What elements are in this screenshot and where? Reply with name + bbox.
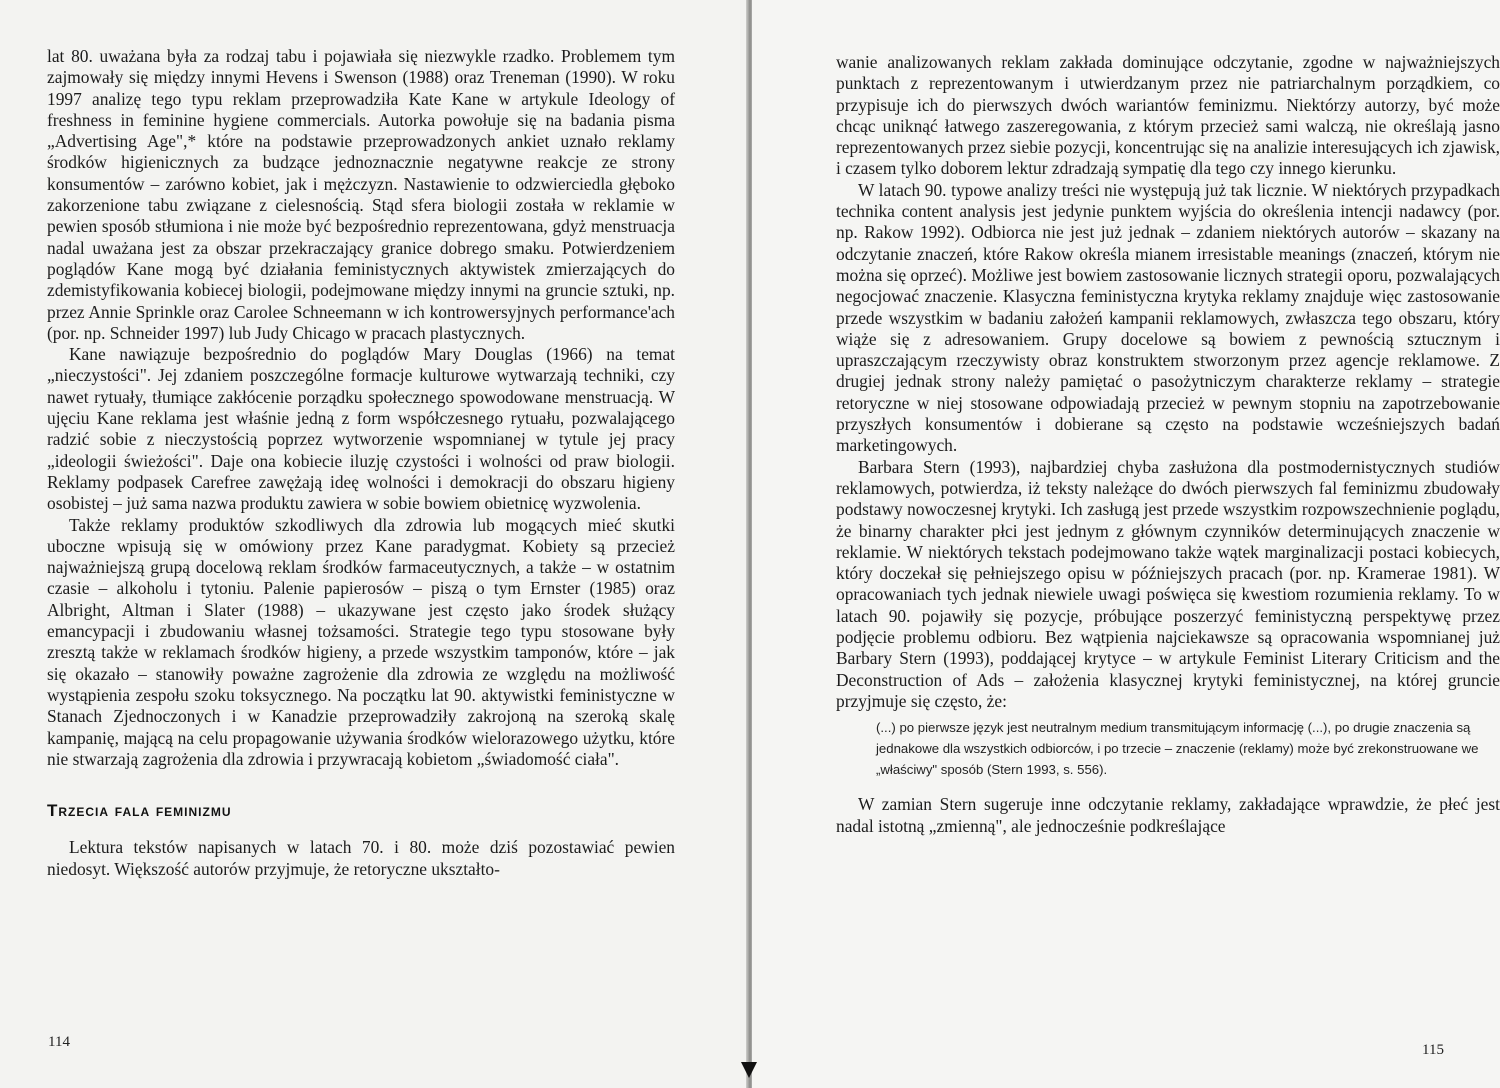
paragraph: wanie analizowanych reklam zakłada dominujące odczytanie, zgodne w najważniejszych punktach z reprezentowanym i utwierdzanym przez nie patriarchalnym porządkiem, co przypisuje ich do pierwszych dwóch wariantów feminizmu. Niektórzy autorzy, być może chcąc uniknąć łatwego zaszeregowania, z którym przecież sami walczą, nie określają jasno reprezentowanych przez siebie pozycji, koncentrując się na analizie interesujących ich zjawisk, i czasem tylko doborem lektur zdradzają sympatię dla tego czy innego kierunku. [836,52,1500,179]
bookmark-marker [741,1062,757,1078]
page-number: 114 [48,1034,70,1050]
paragraph: W zamian Stern sugeruje inne odczytanie reklamy, zakładające wprawdzie, że płeć jest nadal istotną „zmienną", ale jednocześnie podkreślające [836,794,1500,836]
left-page [0,0,748,1088]
page-number: 115 [1422,1042,1444,1058]
section-heading: Trzecia fala feminizmu [47,801,232,821]
paragraph: lat 80. uważana była za rodzaj tabu i pojawiała się niezwykle rzadko. Problemem tym zajmowały się między innymi Hevens i Swenson (1988) oraz Treneman (1990). W roku 1997 analizę tego typu reklam przeprowadziła Kate Kane w artykule Ideology of freshness in feminine hygiene commercials. Autorka powołuje się na badania pisma „Advertising Age",* które na podstawie przeprowadzonych ankiet uznało reklamy środków higienicznych za budzące jednoznacznie negatywne reakcje ze strony konsumentów – zarówno kobiet, jak i mężczyzn. Nastawienie to odzwierciedla głęboko zakorzenione tabu związane z cielesnością. Stąd sfera biologii została w reklamie w pewien sposób stłumiona i nie może być bezpośrednio reprezentowana, gdyż menstruacja nadal uważana jest za obszar przekraczający granice dobrego smaku. Potwierdzeniem poglądów Kane mogą być działania feministycznych aktywistek zmierzających do zdemistyfikowania kobiecej biologii, podejmowane między innymi na gruncie sztuki, np. przez Annie Sprinkle oraz Carolee Schneemann w ich kontrowersyjnych performance'ach (por. np. Schneider 1997) lub Judy Chicago w pracach plastycznych. [47,46,675,343]
paragraph: W latach 90. typowe analizy treści nie występują już tak licznie. W niektórych przypadkach technika content analysis jest jedynie punktem wyjścia do określenia intencji nadawcy (por. np. Rakow 1992). Odbiorca nie jest już jednak – zdaniem niektórych autorów – skazany na odczytanie znaczeń, które Rakow określa mianem irresistable meanings (znaczeń, którym nie można się oprzeć). Możliwe jest bowiem zastosowanie licznych strategii oporu, pozwalających negocjować znaczenie. Klasyczna feministyczna krytyka reklamy znajduje więc zastosowanie przede wszystkim w badaniu założeń kampanii reklamowych, zwłaszcza tego obszaru, który wiąże się z adresowaniem. Grupy docelowe są bowiem z pewnością sztucznym i upraszczającym rzeczywisty obraz konstruktem stworzonym przez agencje reklamowe. Z drugiej jednak strony należy pamiętać o pasożytniczym charakterze reklamy – strategie retoryczne w niej stosowane odpowiadają przecież w pewnym stopniu na zapotrzebowanie przyszłych konsumentów i dobierane są często na podstawie wcześniejszych badań marketingowych. [836,179,1500,456]
paragraph: Także reklamy produktów szkodliwych dla zdrowia lub mogących mieć skutki uboczne wpisują się w omówiony przez Kane paradygmat. Kobiety są przecież najważniejszą grupą docelową reklam środków farmaceutycznych, a także – w ostatnim czasie – alkoholu i tytoniu. Palenie papierosów – piszą o tym Ernster (1985) oraz Albright, Altman i Slater (1988) – ukazywane jest często jako środek służący emancypacji i zbudowaniu własnej tożsamości. Strategie tego typu stosowane były zresztą także w reklamach środków higieny, a przede wszystkim tamponów, które – jak się okazało – stanowiły poważne zagrożenie dla zdrowia ze względu na możliwość wystąpienia zespołu szoku toksycznego. Na początku lat 90. aktywistki feministyczne w Stanach Zjednoczonych i w Kanadzie przeprowadziły zakrojoną na szeroką skalę kampanię, mającą na celu propagowanie używania środków wielorazowego użytku, które nie stwarzają zagrożenia dla zdrowia i przywracają kobietom „świadomość ciała". [47,514,675,769]
block-quote: (...) po pierwsze język jest neutralnym medium transmitującym informację (...), po drugie znaczenia są jednakowe dla wszystkich odbiorców, i po trzecie – znaczenie (reklamy) może być zrekonstruowane we „właściwy" sposób (Stern 1993, s. 556). [876,720,1479,778]
paragraph: Kane nawiązuje bezpośrednio do poglądów Mary Douglas (1966) na temat „nieczystości". Jej zdaniem poszczególne formacje kulturowe wytwarzają techniki, czy nawet rytuały, tłumiące zakłócenie porządku społecznego spowodowane menstruacją. W ujęciu Kane reklama jest właśnie jedną z form współczesnego rytuału, pozwalającego radzić sobie z nieczystością poprzez wytworzenie wspomnianej w tytule jej pracy „ideologii świeżości". Daje ona kobiecie iluzję czystości i wolności od praw biologii. Reklamy podpasek Carefree zawężają ideę wolności i demokracji do obszaru higieny osobistej – już sama nazwa produktu zawiera w sobie bowiem obietnicę wyzwolenia. [47,344,675,514]
right-page-text [836,52,1500,837]
paragraph: Lektura tekstów napisanych w latach 70. i 80. może dziś pozostawiać pewien niedosyt. Większość autorów przyjmuje, że retoryczne ukształto- [47,837,675,879]
left-page-text [47,46,675,880]
right-page [752,0,1500,1088]
paragraph: Barbara Stern (1993), najbardziej chyba zasłużona dla postmodernistycznych studiów reklamowych, potwierdza, iż teksty należące do dwóch pierwszych fal feminizmu zbudowały podstawy nowoczesnej krytyki. Ich zasługą jest przede wszystkim rozpowszechnienie poglądu, że binarny charakter płci jest jednym z głównym czynników determinujących znaczenie w reklamie. W niektórych tekstach podejmowano także wątek marginalizacji postaci kobiecych, który doczekał się pełniejszego opisu w późniejszych pracach (por. np. Kramerae 1981). W opracowaniach tych jednak niewiele uwagi poświęca się kwestiom rozumienia reklamy. To w latach 90. pojawiły się pozycje, próbujące poszerzyć feministyczną perspektywę przez podjęcie problemu odbioru. Bez wątpienia najciekawsze są opracowania wspomnianej już Barbary Stern (1993), poddającej krytyce – w artykule Feminist Literary Criticism and the Deconstruction of Ads – założenia klasycznej krytyki feministycznej, na której gruncie przyjmuje się często, że: [836,456,1500,711]
